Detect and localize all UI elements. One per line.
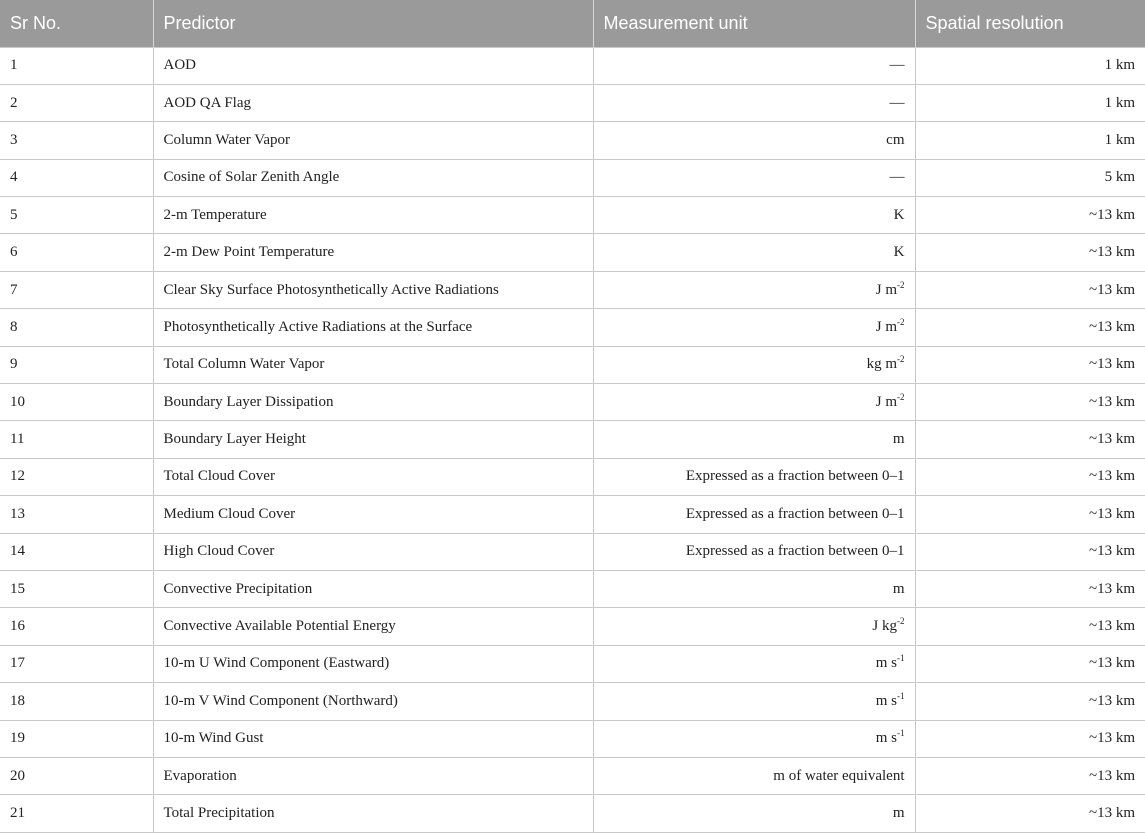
cell-measurement-unit xyxy=(593,159,915,196)
unit-text: kg m xyxy=(866,356,897,373)
unit-exponent: -2 xyxy=(897,616,905,627)
unit-text: Expressed as a fraction between 0–1 xyxy=(685,468,905,485)
cell-sr-no: 9 xyxy=(0,346,153,383)
cell-spatial-resolution: ~13 km xyxy=(915,608,1145,645)
table-row xyxy=(0,234,1145,271)
cell-measurement-unit xyxy=(593,757,915,794)
unit-text: J m xyxy=(875,281,897,298)
cell-measurement-unit xyxy=(593,309,915,346)
cell-sr-no: 7 xyxy=(0,271,153,308)
cell-predictor: AOD xyxy=(153,47,593,84)
cell-predictor: Clear Sky Surface Photosynthetically Active Radiations xyxy=(153,271,593,308)
unit-text: m xyxy=(892,805,905,821)
cell-spatial-resolution: 5 km xyxy=(915,159,1145,196)
cell-measurement-unit xyxy=(593,197,915,234)
cell-measurement-unit xyxy=(593,122,915,159)
table-row xyxy=(0,159,1145,196)
cell-spatial-resolution: ~13 km xyxy=(915,309,1145,346)
header-spatial-resolution: Spatial resolution xyxy=(915,0,1145,47)
cell-sr-no: 12 xyxy=(0,458,153,495)
table-row xyxy=(0,346,1145,383)
unit-exponent: -1 xyxy=(897,728,905,739)
cell-spatial-resolution: ~13 km xyxy=(915,683,1145,720)
cell-measurement-unit xyxy=(593,384,915,421)
unit-text: m xyxy=(892,580,905,597)
cell-predictor: Total Precipitation xyxy=(153,795,593,832)
cell-sr-no: 21 xyxy=(0,795,153,832)
cell-measurement-unit xyxy=(593,608,915,645)
table-row xyxy=(0,458,1145,495)
table-row xyxy=(0,608,1145,645)
cell-spatial-resolution: ~13 km xyxy=(915,458,1145,495)
cell-sr-no: 2 xyxy=(0,84,153,121)
cell-measurement-unit xyxy=(593,421,915,458)
cell-predictor: 10-m V Wind Component (Northward) xyxy=(153,683,593,720)
cell-predictor: AOD QA Flag xyxy=(153,84,593,121)
table-row xyxy=(0,496,1145,533)
table-row xyxy=(0,720,1145,757)
cell-sr-no: 8 xyxy=(0,309,153,346)
cell-spatial-resolution: ~13 km xyxy=(915,421,1145,458)
cell-predictor: Photosynthetically Active Radiations at the Surface xyxy=(153,309,593,346)
cell-measurement-unit xyxy=(593,458,915,495)
cell-sr-no: 16 xyxy=(0,608,153,645)
cell-predictor: Cosine of Solar Zenith Angle xyxy=(153,159,593,196)
cell-measurement-unit xyxy=(593,84,915,121)
cell-sr-no: 3 xyxy=(0,122,153,159)
unit-text: J m xyxy=(875,318,897,335)
table-row xyxy=(0,421,1145,458)
table-row xyxy=(0,197,1145,234)
cell-predictor: Evaporation xyxy=(153,757,593,794)
unit-text: J kg xyxy=(872,618,897,635)
cell-predictor: Total Cloud Cover xyxy=(153,458,593,495)
unit-exponent: -2 xyxy=(897,316,905,327)
cell-sr-no: 13 xyxy=(0,496,153,533)
header-row xyxy=(0,0,1145,47)
cell-spatial-resolution: ~13 km xyxy=(915,570,1145,607)
unit-text: m s xyxy=(875,655,897,672)
cell-spatial-resolution: ~13 km xyxy=(915,757,1145,794)
header-predictor: Predictor xyxy=(153,0,593,47)
unit-text: m xyxy=(892,431,905,448)
table-body xyxy=(0,47,1145,832)
cell-sr-no: 11 xyxy=(0,421,153,458)
cell-spatial-resolution: ~13 km xyxy=(915,271,1145,308)
unit-text: Expressed as a fraction between 0–1 xyxy=(685,505,905,522)
table-row xyxy=(0,271,1145,308)
cell-sr-no: 6 xyxy=(0,234,153,271)
unit-text: — xyxy=(889,57,905,74)
unit-exponent: -2 xyxy=(897,279,905,290)
cell-spatial-resolution: ~13 km xyxy=(915,795,1145,832)
cell-spatial-resolution: 1 km xyxy=(915,84,1145,121)
table-row xyxy=(0,84,1145,121)
unit-text: m s xyxy=(875,692,897,709)
cell-measurement-unit xyxy=(593,271,915,308)
cell-spatial-resolution: 1 km xyxy=(915,122,1145,159)
table-row xyxy=(0,683,1145,720)
cell-predictor: Boundary Layer Height xyxy=(153,421,593,458)
unit-text: Expressed as a fraction between 0–1 xyxy=(685,543,905,560)
cell-measurement-unit xyxy=(593,47,915,84)
cell-measurement-unit xyxy=(593,234,915,271)
unit-text: K xyxy=(893,244,905,261)
unit-text: m s xyxy=(875,730,897,747)
table-row xyxy=(0,122,1145,159)
cell-sr-no: 17 xyxy=(0,645,153,682)
cell-predictor: Convective Precipitation xyxy=(153,570,593,607)
header-sr-no: Sr No. xyxy=(0,0,153,47)
unit-text: — xyxy=(889,94,905,111)
cell-sr-no: 10 xyxy=(0,384,153,421)
unit-exponent: -1 xyxy=(897,653,905,664)
cell-spatial-resolution: ~13 km xyxy=(915,720,1145,757)
cell-measurement-unit xyxy=(593,720,915,757)
cell-spatial-resolution: 1 km xyxy=(915,47,1145,84)
cell-measurement-unit xyxy=(593,645,915,682)
cell-sr-no: 19 xyxy=(0,720,153,757)
table-header xyxy=(0,0,1145,47)
table-row xyxy=(0,533,1145,570)
cell-predictor: Boundary Layer Dissipation xyxy=(153,384,593,421)
unit-text: cm xyxy=(886,131,905,148)
table-row xyxy=(0,645,1145,682)
cell-measurement-unit xyxy=(593,496,915,533)
cell-measurement-unit xyxy=(593,795,915,832)
cell-spatial-resolution: ~13 km xyxy=(915,645,1145,682)
cell-spatial-resolution: ~13 km xyxy=(915,496,1145,533)
cell-predictor: Total Column Water Vapor xyxy=(153,346,593,383)
cell-predictor: Medium Cloud Cover xyxy=(153,496,593,533)
cell-sr-no: 5 xyxy=(0,197,153,234)
cell-measurement-unit xyxy=(593,533,915,570)
header-measurement-unit: Measurement unit xyxy=(593,0,915,47)
cell-predictor: Column Water Vapor xyxy=(153,122,593,159)
cell-spatial-resolution: ~13 km xyxy=(915,346,1145,383)
cell-measurement-unit xyxy=(593,346,915,383)
table-row xyxy=(0,795,1145,832)
unit-exponent: -2 xyxy=(897,354,905,365)
cell-sr-no: 4 xyxy=(0,159,153,196)
cell-predictor: 10-m U Wind Component (Eastward) xyxy=(153,645,593,682)
unit-text: m of water equivalent xyxy=(773,767,905,784)
unit-text: J m xyxy=(875,393,897,410)
cell-predictor: 2-m Dew Point Temperature xyxy=(153,234,593,271)
unit-text: K xyxy=(893,206,905,223)
cell-sr-no: 14 xyxy=(0,533,153,570)
cell-predictor: 10-m Wind Gust xyxy=(153,720,593,757)
table-row xyxy=(0,47,1145,84)
unit-text: — xyxy=(889,169,905,186)
cell-spatial-resolution: ~13 km xyxy=(915,197,1145,234)
cell-sr-no: 20 xyxy=(0,757,153,794)
cell-spatial-resolution: ~13 km xyxy=(915,533,1145,570)
cell-measurement-unit xyxy=(593,570,915,607)
cell-spatial-resolution: ~13 km xyxy=(915,234,1145,271)
cell-sr-no: 18 xyxy=(0,683,153,720)
cell-sr-no: 1 xyxy=(0,47,153,84)
table-row xyxy=(0,757,1145,794)
unit-exponent: -1 xyxy=(897,690,905,701)
cell-sr-no: 15 xyxy=(0,570,153,607)
unit-exponent: -2 xyxy=(897,391,905,402)
cell-spatial-resolution: ~13 km xyxy=(915,384,1145,421)
table-row xyxy=(0,384,1145,421)
cell-predictor: High Cloud Cover xyxy=(153,533,593,570)
table-row xyxy=(0,309,1145,346)
cell-predictor: Convective Available Potential Energy xyxy=(153,608,593,645)
cell-predictor: 2-m Temperature xyxy=(153,197,593,234)
table-row xyxy=(0,570,1145,607)
cell-measurement-unit xyxy=(593,683,915,720)
